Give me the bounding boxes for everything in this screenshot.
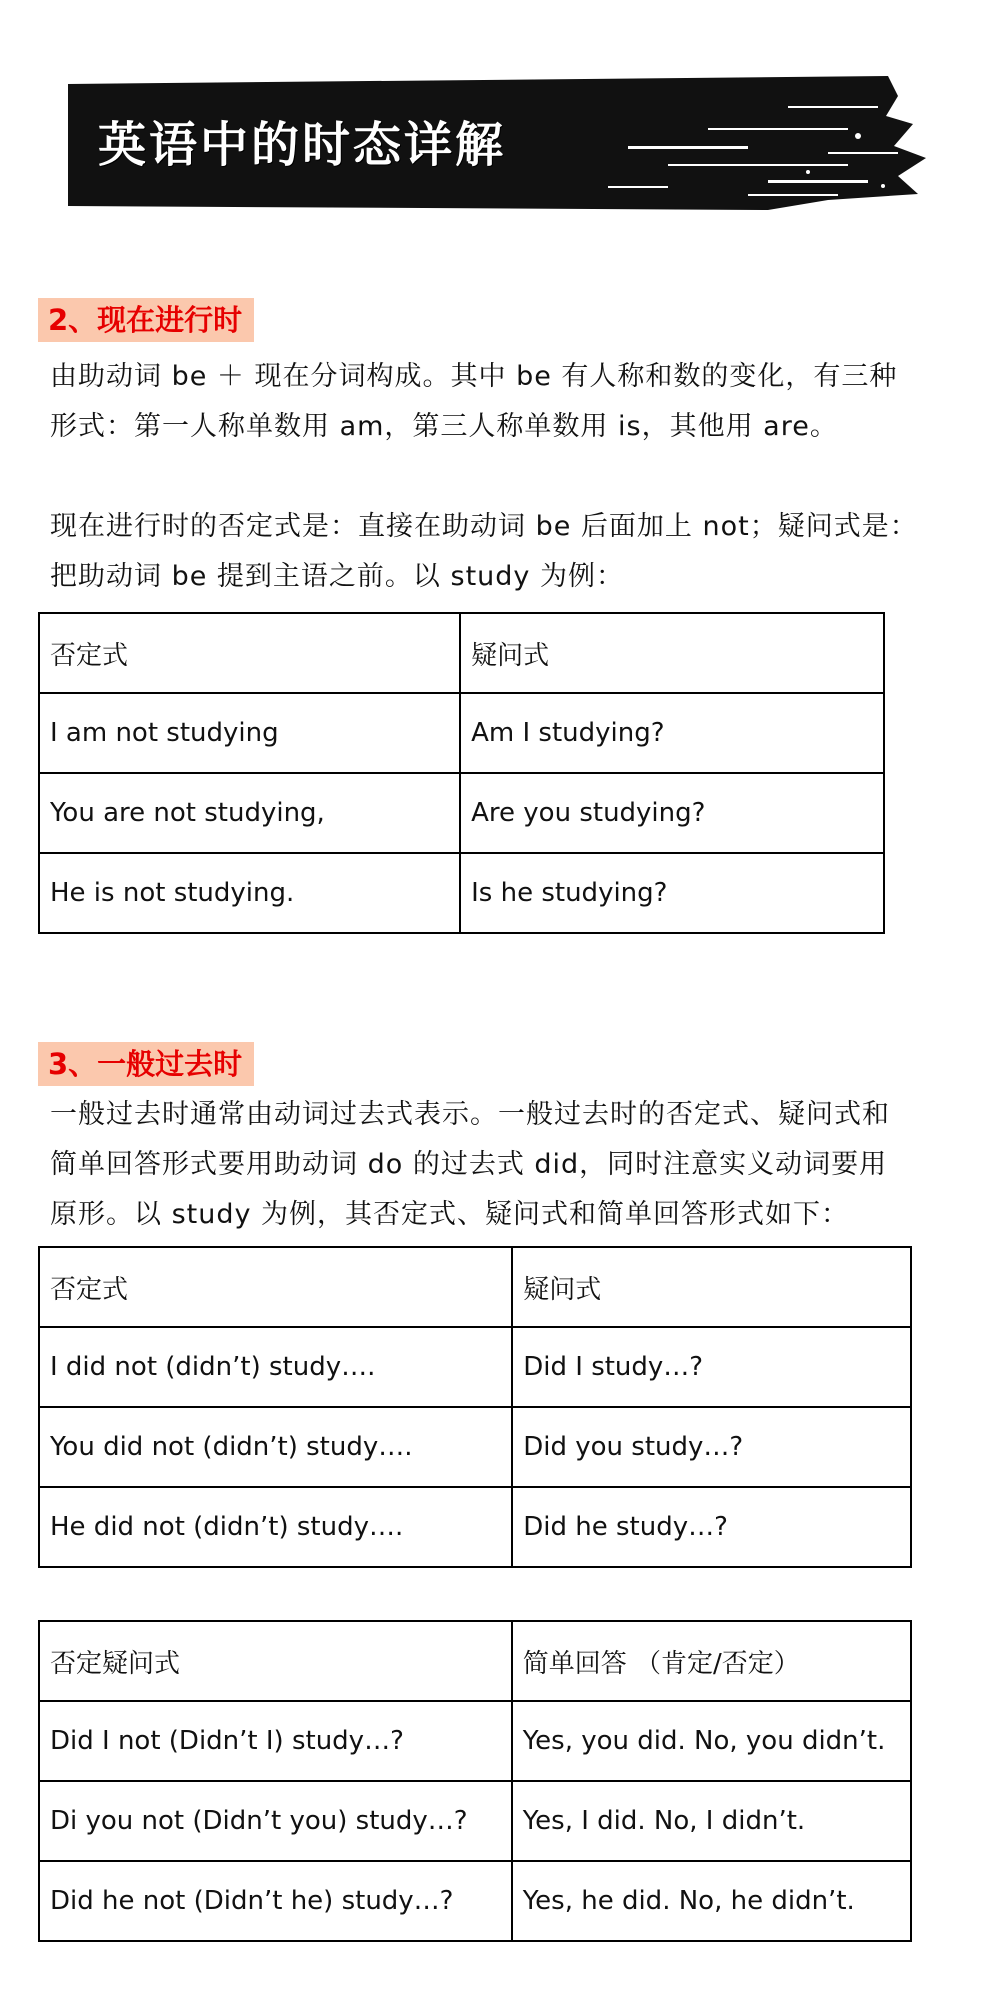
table-cell: Are you studying? [460, 773, 884, 853]
table-cell: I did not (didn’t) study…. [39, 1327, 512, 1407]
table-cell: Yes, you did. No, you didn’t. [512, 1701, 911, 1781]
table-cell: Did you study…? [512, 1407, 911, 1487]
section2-paragraph-2 [50, 502, 970, 602]
table-row [39, 773, 884, 853]
table-row [39, 1487, 911, 1567]
table-cell: Di you not (Didn’t you) study…? [39, 1781, 512, 1861]
table-cell: He is not studying. [39, 853, 460, 933]
header-cell-negative: 否定式 [39, 1247, 512, 1327]
table-cell: Yes, I did. No, I didn’t. [512, 1781, 911, 1861]
text-line: 一般过去时通常由动词过去式表示。一般过去时的否定式、疑问式和 [50, 1099, 890, 1130]
table-cell: I am not studying [39, 693, 460, 773]
table-header-row [39, 613, 884, 693]
text-line: 把助动词 be 提到主语之前。以 study 为例： [50, 561, 624, 592]
table-cell: Did he not (Didn’t he) study…? [39, 1861, 512, 1941]
table-cell: Yes, he did. No, he didn’t. [512, 1861, 911, 1941]
table-header-row [39, 1621, 911, 1701]
table-cell: Is he studying? [460, 853, 884, 933]
header-cell-negative-question: 否定疑问式 [39, 1621, 512, 1701]
header-cell-question: 疑问式 [460, 613, 884, 693]
section3-paragraph [50, 1090, 970, 1240]
page-title: 英语中的时态详解 [98, 117, 507, 173]
table-cell: He did not (didn’t) study…. [39, 1487, 512, 1567]
title-banner [68, 76, 928, 210]
present-continuous-table [38, 612, 885, 934]
header-cell-short-answer: 简单回答 （肯定/否定） [512, 1621, 911, 1701]
section2-paragraph-1 [50, 352, 970, 452]
table-header-row [39, 1247, 911, 1327]
simple-past-table [38, 1246, 912, 1568]
text-line: 现在进行时的否定式是：直接在助动词 be 后面加上 not；疑问式是： [50, 511, 918, 542]
table-cell: You are not studying, [39, 773, 460, 853]
table-cell: You did not (didn’t) study…. [39, 1407, 512, 1487]
table-row [39, 1327, 911, 1407]
text-line: 简单回答形式要用助动词 do 的过去式 did，同时注意实义动词要用 [50, 1149, 888, 1180]
text-line: 原形。以 study 为例，其否定式、疑问式和简单回答形式如下： [50, 1199, 850, 1230]
header-cell-negative: 否定式 [39, 613, 460, 693]
table-row [39, 693, 884, 773]
table-cell: Am I studying? [460, 693, 884, 773]
text-line: 形式：第一人称单数用 am，第三人称单数用 is，其他用 are。 [50, 411, 838, 442]
table-cell: Did he study…? [512, 1487, 911, 1567]
table-row [39, 1781, 911, 1861]
negative-question-answer-table [38, 1620, 912, 1942]
table-row [39, 1701, 911, 1781]
table-cell: Did I not (Didn’t I) study…? [39, 1701, 512, 1781]
table-row [39, 1861, 911, 1941]
section-heading-simple-past: 3、一般过去时 [38, 1042, 254, 1086]
header-cell-question: 疑问式 [512, 1247, 911, 1327]
table-row [39, 853, 884, 933]
text-line: 由助动词 be ＋ 现在分词构成。其中 be 有人称和数的变化，有三种 [50, 361, 898, 392]
table-cell: Did I study…? [512, 1327, 911, 1407]
table-row [39, 1407, 911, 1487]
section-heading-present-continuous: 2、现在进行时 [38, 298, 254, 342]
